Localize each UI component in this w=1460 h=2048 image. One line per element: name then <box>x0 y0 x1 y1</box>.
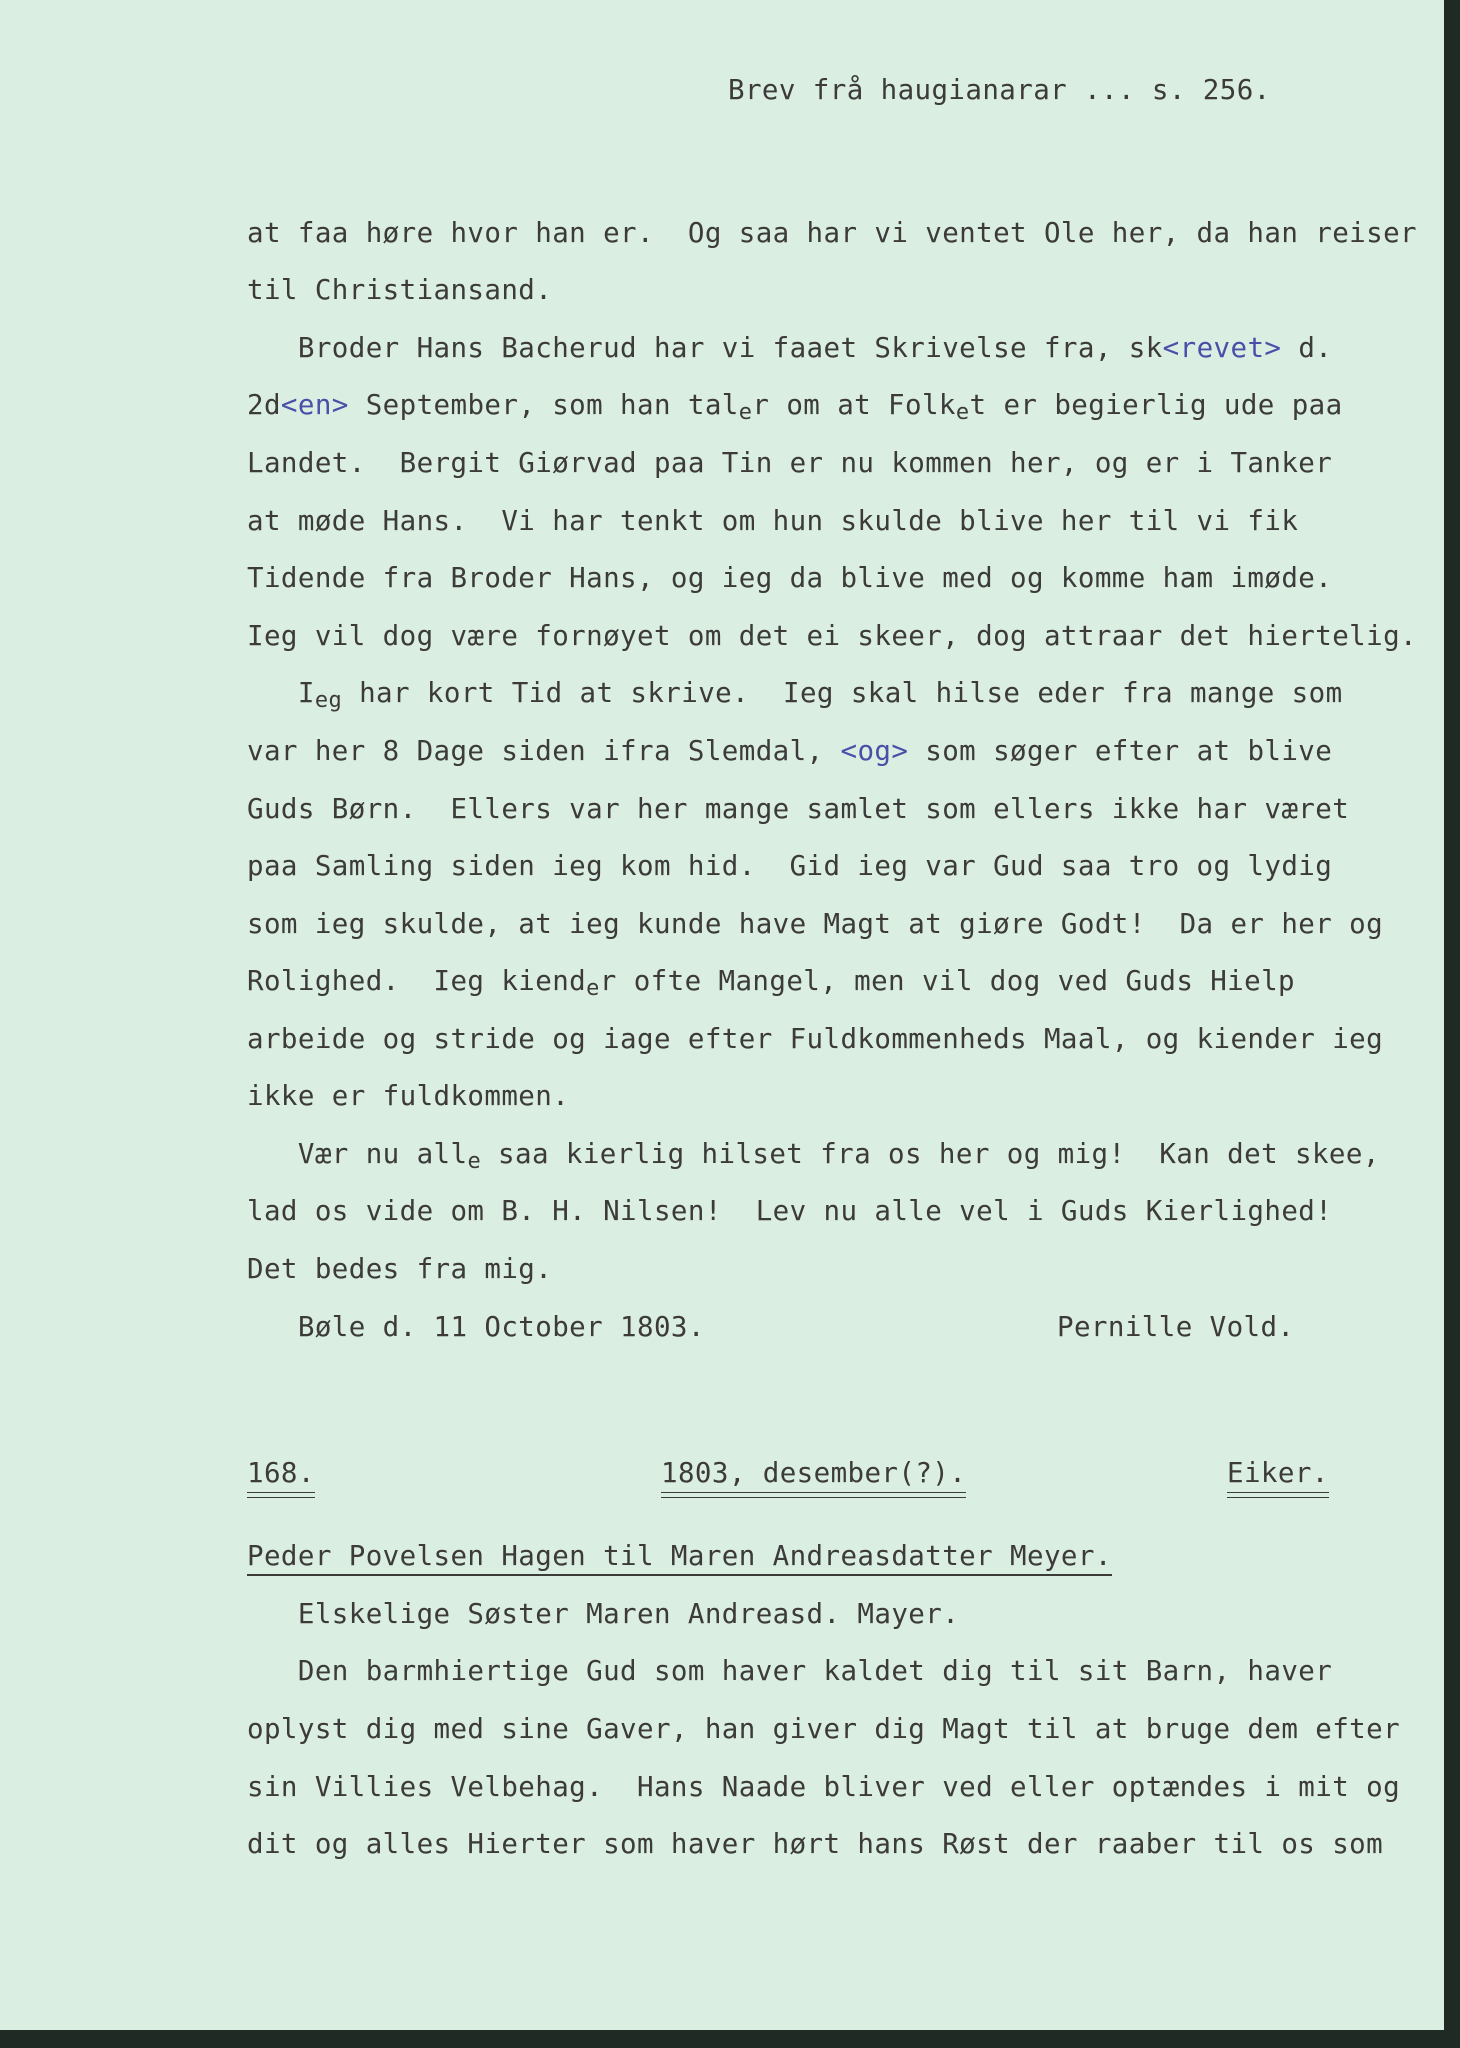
entry-place-text: Eiker. <box>1227 1457 1329 1489</box>
subscript-letter: eg <box>314 688 343 713</box>
subscript-letter: e <box>467 1149 482 1174</box>
subscript-letter: e <box>586 976 600 1001</box>
text-segment: I <box>247 677 315 709</box>
text-segment: Broder Hans Bacherud har vi faaet Skrivelse fra, sk <box>247 332 1163 364</box>
text-segment: saa kierlig hilset fra os her og mig! Kan det skee, <box>481 1138 1380 1170</box>
text-line: dit og alles Hierter som haver hørt hans Røst der raaber til os som <box>247 1828 1384 1860</box>
text-line: Ieg vil dog være fornøyet om det ei skeer, dog attraar det hiertelig. <box>247 620 1417 652</box>
text-line <box>247 735 1333 767</box>
text-segment: Vær nu all <box>247 1138 468 1170</box>
text-segment: r om at Folk <box>752 389 956 421</box>
text-segment: September, som han tal <box>348 389 739 421</box>
letter-title: Peder Povelsen Hagen til Maren Andreasdatter Meyer. <box>247 1540 1112 1576</box>
text-segment: som søger efter at blive <box>908 735 1333 767</box>
dateline: Bøle d. 11 October 1803. <box>247 1311 705 1343</box>
signature: Pernille Vold. <box>1057 1311 1295 1343</box>
editorial-insertion: <og> <box>840 735 909 767</box>
text-line: at faa høre hvor han er. Og saa har vi ventet Ole her, da han reiser <box>247 217 1417 249</box>
text-line: Det bedes fra mig. <box>247 1253 553 1285</box>
entry-number <box>247 1457 315 1489</box>
text-segment: har kort Tid at skrive. Ieg skal hilse eder fra mange som <box>342 677 1343 709</box>
text-segment: var her 8 Dage siden ifra Slemdal, <box>247 735 841 767</box>
text-line <box>247 389 1343 425</box>
text-line <box>247 677 1343 713</box>
text-line <box>247 332 1333 364</box>
text-line: Tidende fra Broder Hans, og ieg da blive med og komme ham imøde. <box>247 562 1333 594</box>
text-line: ikke er fuldkommen. <box>247 1080 570 1112</box>
subscript-letter: e <box>955 400 970 425</box>
text-segment: r ofte Mangel, men vil dog ved Guds Hielp <box>599 965 1296 997</box>
text-line: lad os vide om B. H. Nilsen! Lev nu alle vel i Guds Kierlighed! <box>247 1195 1333 1227</box>
text-line: oplyst dig med sine Gaver, han giver dig Magt til at bruge dem efter <box>247 1713 1401 1745</box>
text-line: at møde Hans. Vi har tenkt om hun skulde blive her til vi fik <box>247 505 1299 537</box>
text-segment: 2d <box>247 389 281 421</box>
text-line: til Christiansand. <box>247 274 553 306</box>
text-segment: d. <box>1281 332 1333 364</box>
entry-place <box>1227 1457 1329 1489</box>
text-line: paa Samling siden ieg kom hid. Gid ieg var Gud saa tro og lydig <box>247 850 1333 882</box>
page-reference: Brev frå haugianarar ... s. 256. <box>728 74 1271 106</box>
text-segment: Rolighed. Ieg kiend <box>247 965 587 997</box>
text-line: arbeide og stride og iage efter Fuldkommenheds Maal, og kiender ieg <box>247 1023 1384 1055</box>
subscript-letter: e <box>738 400 753 425</box>
text-line: Den barmhiertige Gud som haver kaldet dig til sit Barn, haver <box>247 1655 1333 1687</box>
text-line <box>247 1138 1380 1174</box>
entry-date-text: 1803, desember(?). <box>661 1457 967 1489</box>
text-line: Elskelige Søster Maren Andreasd. Mayer. <box>247 1598 960 1630</box>
double-underline <box>247 1492 315 1498</box>
text-line: Landet. Bergit Giørvad paa Tin er nu kommen her, og er i Tanker <box>247 447 1333 479</box>
entry-date <box>661 1457 966 1489</box>
text-line: sin Villies Velbehag. Hans Naade bliver ved eller optændes i mit og <box>247 1771 1401 1803</box>
text-line: Guds Børn. Ellers var her mange samlet som ellers ikke har været <box>247 793 1350 825</box>
double-underline <box>661 1492 966 1498</box>
text-line: som ieg skulde, at ieg kunde have Magt at giøre Godt! Da er her og <box>247 908 1384 940</box>
entry-number-text: 168. <box>247 1457 315 1489</box>
editorial-insertion: <revet> <box>1162 332 1282 364</box>
text-line <box>247 965 1296 1001</box>
editorial-insertion: <en> <box>280 389 349 421</box>
double-underline <box>1227 1492 1329 1498</box>
text-segment: t er begierlig ude paa <box>969 389 1343 421</box>
